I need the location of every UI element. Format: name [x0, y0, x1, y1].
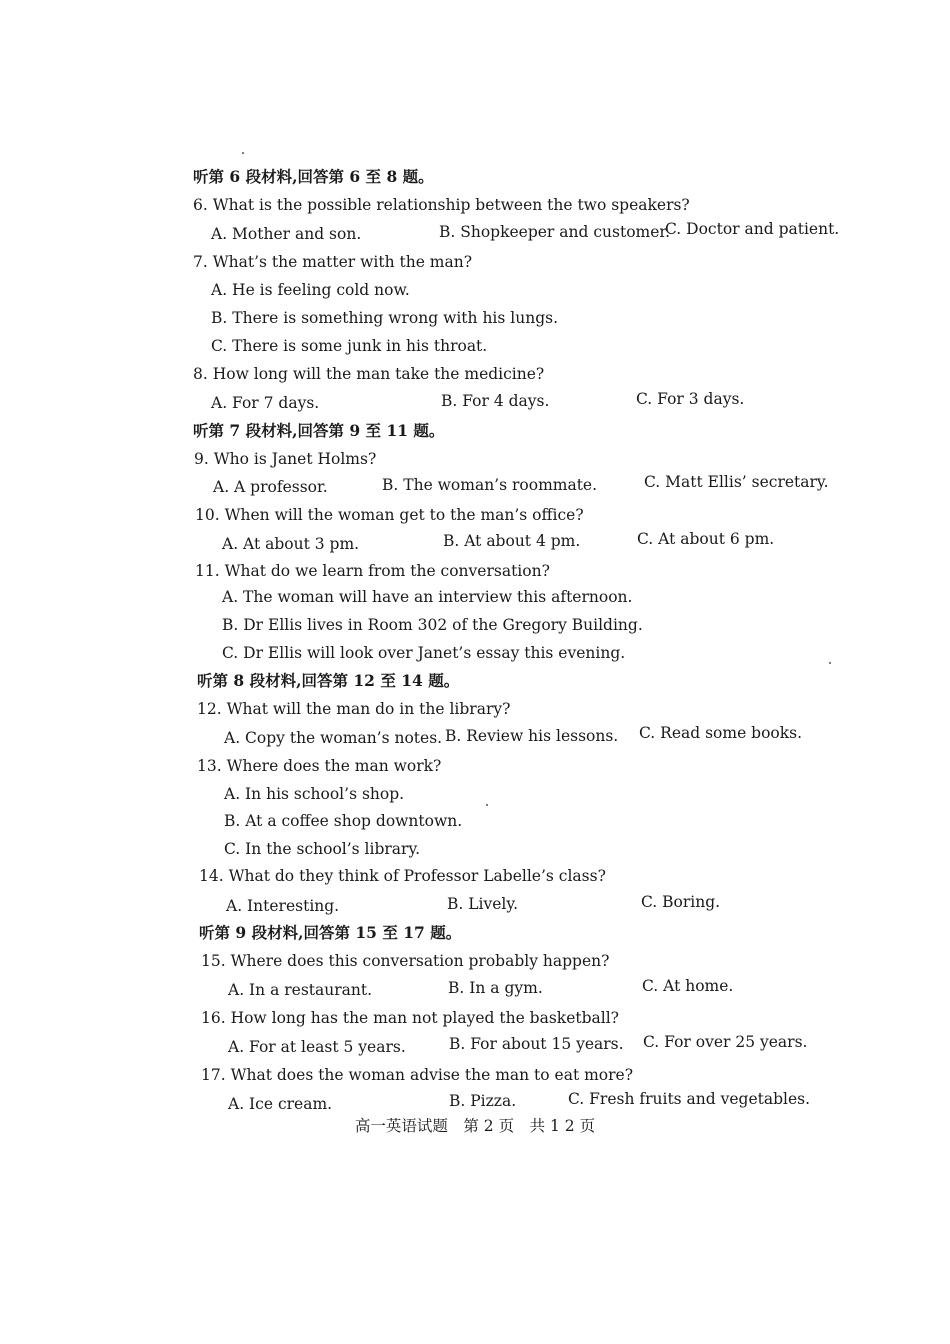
question-8-option-c: C. For 3 days.: [636, 390, 745, 408]
question-10-option-c: C. At about 6 pm.: [637, 530, 775, 548]
question-14-option-c: C. Boring.: [641, 893, 721, 911]
question-12-option-c: C. Read some books.: [639, 724, 803, 742]
question-16-option-b: B. For about 15 years.: [449, 1035, 624, 1053]
question-15-option-a: A. In a restaurant.: [228, 981, 373, 999]
question-17-stem: 17. What does the woman advise the man to eat more?: [201, 1066, 634, 1084]
question-7-option-a: A. He is feeling cold now.: [211, 281, 410, 299]
scan-speck: [829, 662, 831, 664]
question-10-stem: 10. When will the woman get to the man’s office?: [195, 506, 584, 524]
question-9-option-b: B. The woman’s roommate.: [382, 476, 598, 494]
question-13-option-a: A. In his school’s shop.: [224, 785, 405, 803]
question-13-option-b: B. At a coffee shop downtown.: [224, 812, 463, 830]
question-16-option-a: A. For at least 5 years.: [228, 1038, 406, 1056]
question-17-option-c: C. Fresh fruits and vegetables.: [568, 1090, 811, 1108]
question-6-stem: 6. What is the possible relationship between the two speakers?: [193, 196, 690, 214]
question-10-option-b: B. At about 4 pm.: [443, 532, 581, 550]
question-12-option-b: B. Review his lessons.: [445, 727, 619, 745]
question-15-stem: 15. Where does this conversation probably happen?: [201, 952, 610, 970]
scan-speck: [242, 152, 244, 154]
question-14-stem: 14. What do they think of Professor Labelle’s class?: [199, 867, 606, 885]
question-9-option-a: A. A professor.: [213, 478, 328, 496]
question-10-option-a: A. At about 3 pm.: [222, 535, 360, 553]
question-6-option-c: C. Doctor and patient.: [665, 220, 840, 238]
question-11-stem: 11. What do we learn from the conversation?: [195, 562, 550, 580]
question-14-option-b: B. Lively.: [447, 895, 519, 913]
question-17-option-a: A. Ice cream.: [228, 1095, 333, 1113]
section-header-7: 听第 7 段材料,回答第 9 至 11 题。: [193, 421, 445, 440]
section-header-9: 听第 9 段材料,回答第 15 至 17 题。: [199, 923, 462, 942]
question-7-stem: 7. What’s the matter with the man?: [193, 253, 473, 271]
question-9-stem: 9. Who is Janet Holms?: [194, 450, 377, 468]
question-16-option-c: C. For over 25 years.: [643, 1033, 808, 1051]
question-8-option-b: B. For 4 days.: [441, 392, 550, 410]
scan-speck: [486, 804, 488, 806]
question-13-option-c: C. In the school’s library.: [224, 840, 421, 858]
question-16-stem: 16. How long has the man not played the basketball?: [201, 1009, 619, 1027]
question-11-option-a: A. The woman will have an interview this afternoon.: [222, 588, 633, 606]
question-13-stem: 13. Where does the man work?: [197, 757, 442, 775]
page-footer: 高一英语试题 第 2 页 共 1 2 页: [354, 1117, 596, 1135]
question-7-option-c: C. There is some junk in his throat.: [211, 337, 488, 355]
question-7-option-b: B. There is something wrong with his lungs.: [211, 309, 558, 327]
question-6-option-b: B. Shopkeeper and customer.: [439, 223, 671, 241]
question-8-stem: 8. How long will the man take the medicine?: [193, 365, 545, 383]
question-9-option-c: C. Matt Ellis’ secretary.: [644, 473, 829, 491]
section-header-6: 听第 6 段材料,回答第 6 至 8 题。: [193, 167, 434, 186]
question-14-option-a: A. Interesting.: [226, 897, 340, 915]
section-header-8: 听第 8 段材料,回答第 12 至 14 题。: [197, 671, 460, 690]
question-12-stem: 12. What will the man do in the library?: [197, 700, 511, 718]
question-11-option-c: C. Dr Ellis will look over Janet’s essay this evening.: [222, 644, 626, 662]
question-15-option-c: C. At home.: [642, 977, 734, 995]
question-15-option-b: B. In a gym.: [448, 979, 543, 997]
question-12-option-a: A. Copy the woman’s notes.: [224, 729, 443, 747]
question-11-option-b: B. Dr Ellis lives in Room 302 of the Gregory Building.: [222, 616, 643, 634]
question-8-option-a: A. For 7 days.: [211, 394, 320, 412]
question-6-option-a: A. Mother and son.: [211, 225, 362, 243]
question-17-option-b: B. Pizza.: [449, 1092, 517, 1110]
